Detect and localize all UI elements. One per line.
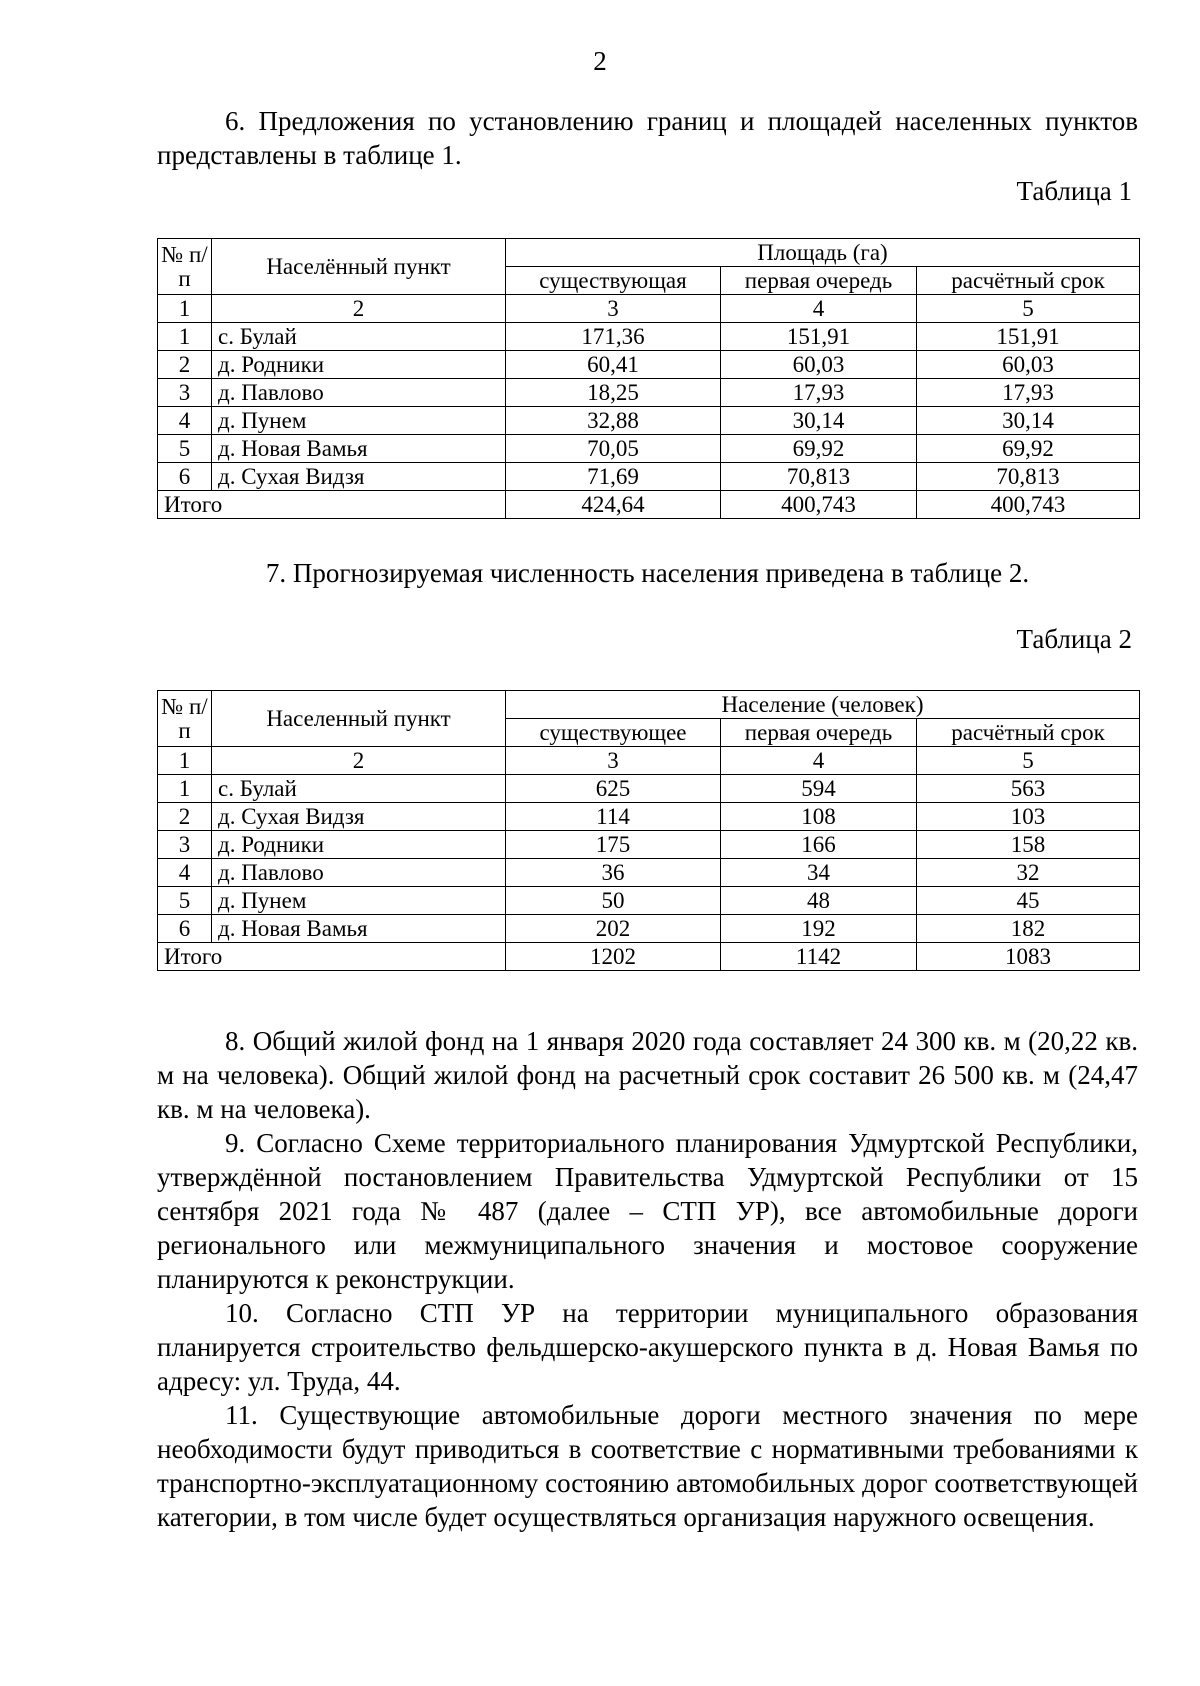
column-index-row (158, 747, 1140, 775)
total-row (158, 491, 1140, 519)
header-existing: существующая (506, 267, 721, 295)
row-number: 6 (158, 915, 212, 943)
value-estimated-term: 60,03 (917, 351, 1140, 379)
row-number: 4 (158, 407, 212, 435)
value-existing: 32,88 (506, 407, 721, 435)
column-index-row (158, 295, 1140, 323)
total-estimated-term: 1083 (917, 943, 1140, 971)
value-first-stage: 594 (721, 775, 917, 803)
row-number: 5 (158, 435, 212, 463)
header-estimated-term: расчётный срок (917, 267, 1140, 295)
value-first-stage: 70,813 (721, 463, 917, 491)
settlement-name: д. Пунем (212, 887, 506, 915)
column-index: 1 (158, 295, 212, 323)
table-row (158, 775, 1140, 803)
table-row (158, 435, 1140, 463)
header-settlement: Населенный пункт (212, 691, 506, 747)
value-first-stage: 48 (721, 887, 917, 915)
total-label: Итого (158, 491, 506, 519)
total-first-stage: 400,743 (721, 491, 917, 519)
settlement-name: с. Булай (212, 775, 506, 803)
value-existing: 50 (506, 887, 721, 915)
settlement-name: д. Сухая Видзя (212, 463, 506, 491)
total-existing: 1202 (506, 943, 721, 971)
value-estimated-term: 563 (917, 775, 1140, 803)
row-number: 2 (158, 351, 212, 379)
table-row (158, 831, 1140, 859)
table-2 (157, 690, 1140, 971)
value-existing: 71,69 (506, 463, 721, 491)
paragraph-7: 7. Прогнозируемая численность населения приведена в таблице 2. (265, 558, 1030, 588)
row-number: 1 (158, 775, 212, 803)
header-estimated-term: расчётный срок (917, 719, 1140, 747)
column-index: 2 (212, 747, 506, 775)
settlement-name: д. Новая Вамья (212, 915, 506, 943)
value-first-stage: 69,92 (721, 435, 917, 463)
table-2-caption: Таблица 2 (1016, 624, 1132, 654)
settlement-name: д. Родники (212, 351, 506, 379)
row-number: 3 (158, 379, 212, 407)
row-number: 1 (158, 323, 212, 351)
table-row (158, 803, 1140, 831)
table-row (158, 407, 1140, 435)
header-number: № п/п (158, 691, 212, 747)
header-settlement: Населённый пункт (212, 239, 506, 295)
value-existing: 18,25 (506, 379, 721, 407)
paragraph-11: 11. Существующие автомобильные дороги местного значения по мере необходимости будут приводиться в соответствие с нормативными требованиями к транспортно-эксплуатационному состоянию автомобильных дорог соответствующей категории, в том числе будет осуществляться организация наружного освещения. (157, 1400, 1138, 1532)
settlement-name: д. Новая Вамья (212, 435, 506, 463)
settlement-name: с. Булай (212, 323, 506, 351)
table-row (158, 463, 1140, 491)
settlement-name: д. Пунем (212, 407, 506, 435)
table-row (158, 379, 1140, 407)
column-index: 4 (721, 747, 917, 775)
total-label: Итого (158, 943, 506, 971)
value-estimated-term: 103 (917, 803, 1140, 831)
column-index: 1 (158, 747, 212, 775)
paragraph-8: 8. Общий жилой фонд на 1 января 2020 года составляет 24 300 кв. м (20,22 кв. м на человека). Общий жилой фонд на расчетный срок составит 26 500 кв. м (24,47 кв. м на человека). (157, 1026, 1138, 1124)
header-first-stage: первая очередь (721, 267, 917, 295)
table-row (158, 915, 1140, 943)
table-1 (157, 238, 1140, 519)
value-existing: 114 (506, 803, 721, 831)
column-index: 5 (917, 747, 1140, 775)
header-number: № п/п (158, 239, 212, 295)
table-row (158, 351, 1140, 379)
settlement-name: д. Павлово (212, 859, 506, 887)
column-index: 2 (212, 295, 506, 323)
total-first-stage: 1142 (721, 943, 917, 971)
table-row (158, 887, 1140, 915)
value-estimated-term: 158 (917, 831, 1140, 859)
value-existing: 625 (506, 775, 721, 803)
table-1-caption: Таблица 1 (1016, 176, 1132, 206)
value-existing: 60,41 (506, 351, 721, 379)
total-row (158, 943, 1140, 971)
value-first-stage: 60,03 (721, 351, 917, 379)
paragraph-9: 9. Согласно Схеме территориального планирования Удмуртской Республики, утверждённой постановлением Правительства Удмуртской Республики от 15 сентября 2021 года № 487 (далее – СТП УР), все автомобильные дороги регионального или межмуниципального значения и мостовое сооружение планируются к реконструкции. (157, 1128, 1138, 1294)
value-first-stage: 192 (721, 915, 917, 943)
row-number: 6 (158, 463, 212, 491)
value-existing: 202 (506, 915, 721, 943)
table-row (158, 859, 1140, 887)
value-existing: 171,36 (506, 323, 721, 351)
column-index: 4 (721, 295, 917, 323)
value-existing: 70,05 (506, 435, 721, 463)
value-estimated-term: 70,813 (917, 463, 1140, 491)
header-population-group: Население (человек) (506, 691, 1140, 719)
value-estimated-term: 45 (917, 887, 1140, 915)
value-existing: 175 (506, 831, 721, 859)
value-first-stage: 151,91 (721, 323, 917, 351)
header-existing: существующее (506, 719, 721, 747)
settlement-name: д. Сухая Видзя (212, 803, 506, 831)
value-estimated-term: 32 (917, 859, 1140, 887)
settlement-name: д. Родники (212, 831, 506, 859)
value-first-stage: 108 (721, 803, 917, 831)
table-row (158, 323, 1140, 351)
total-estimated-term: 400,743 (917, 491, 1140, 519)
value-first-stage: 17,93 (721, 379, 917, 407)
column-index: 3 (506, 295, 721, 323)
row-number: 2 (158, 803, 212, 831)
header-area-group: Площадь (га) (506, 239, 1140, 267)
value-first-stage: 34 (721, 859, 917, 887)
value-estimated-term: 151,91 (917, 323, 1140, 351)
paragraph-10: 10. Согласно СТП УР на территории муниципального образования планируется строительство фельдшерско-акушерского пункта в д. Новая Вамья по адресу: ул. Труда, 44. (157, 1298, 1138, 1396)
row-number: 3 (158, 831, 212, 859)
value-estimated-term: 17,93 (917, 379, 1140, 407)
settlement-name: д. Павлово (212, 379, 506, 407)
column-index: 3 (506, 747, 721, 775)
value-first-stage: 166 (721, 831, 917, 859)
row-number: 5 (158, 887, 212, 915)
value-first-stage: 30,14 (721, 407, 917, 435)
total-existing: 424,64 (506, 491, 721, 519)
row-number: 4 (158, 859, 212, 887)
value-estimated-term: 30,14 (917, 407, 1140, 435)
value-estimated-term: 182 (917, 915, 1140, 943)
value-estimated-term: 69,92 (917, 435, 1140, 463)
paragraph-6: 6. Предложения по установлению границ и площадей населенных пунктов представлены в таблице 1. (157, 106, 1138, 170)
page-number: 2 (593, 46, 607, 76)
column-index: 5 (917, 295, 1140, 323)
header-first-stage: первая очередь (721, 719, 917, 747)
value-existing: 36 (506, 859, 721, 887)
